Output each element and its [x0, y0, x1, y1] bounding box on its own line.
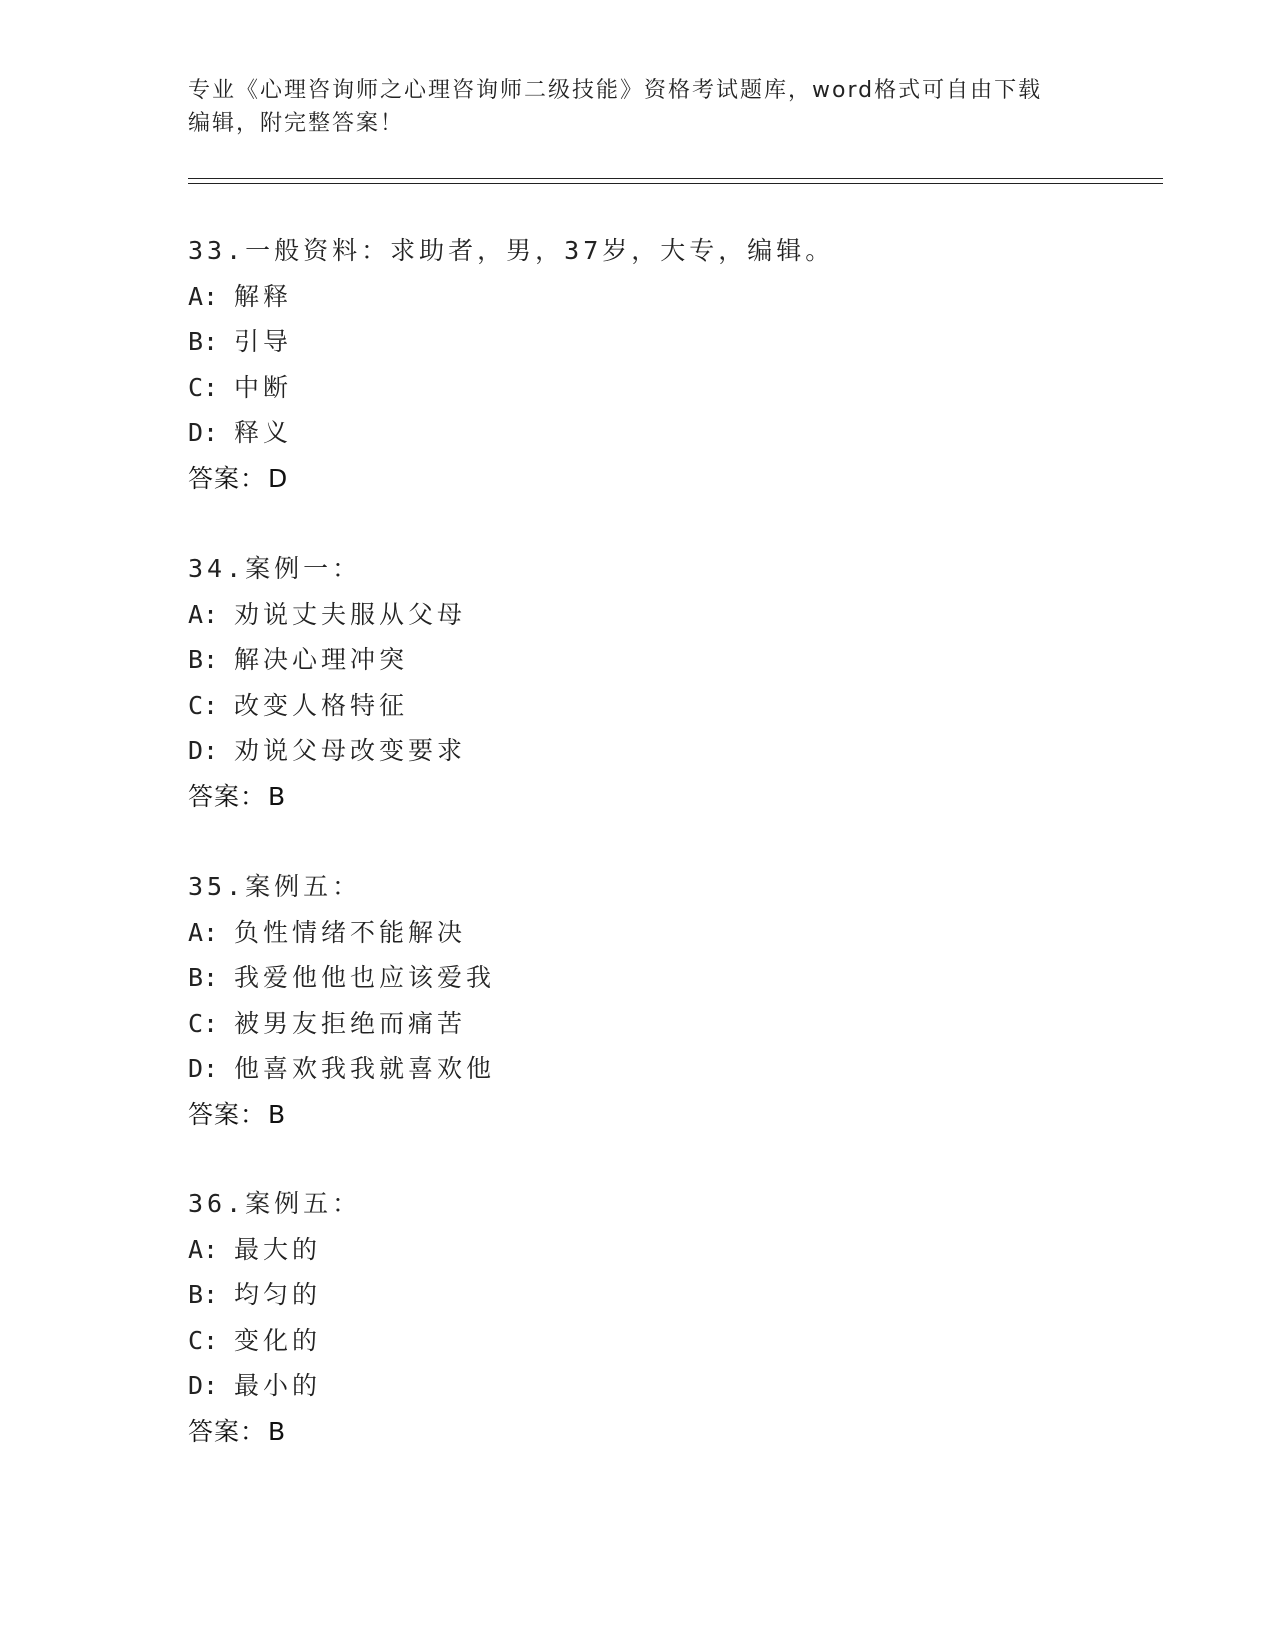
option-letter: B:	[188, 1280, 219, 1309]
option-text: 劝说丈夫服从父母	[234, 599, 467, 629]
answer-label: 答案：	[188, 1099, 267, 1129]
option-letter: A:	[188, 281, 219, 311]
option-letter: B:	[188, 327, 219, 356]
option-letter: A:	[188, 917, 219, 947]
option-text: 释义	[234, 418, 293, 447]
option-d	[188, 1046, 1088, 1092]
option-a	[188, 274, 1088, 320]
option-letter: D:	[188, 1054, 219, 1083]
option-c	[188, 1001, 1088, 1047]
answer-line	[188, 1409, 1088, 1455]
option-b	[188, 637, 1088, 683]
option-letter: A:	[188, 599, 219, 629]
option-letter: B:	[188, 963, 219, 992]
answer-label: 答案：	[188, 781, 267, 811]
option-text: 解决心理冲突	[234, 645, 409, 674]
option-letter: D:	[188, 1371, 219, 1400]
option-text: 改变人格特征	[234, 690, 409, 720]
option-c	[188, 365, 1088, 411]
header-line-1: 专业《心理咨询师之心理咨询师二级技能》资格考试题库，word格式可自由下载	[188, 78, 1043, 103]
option-letter: D:	[188, 418, 219, 447]
option-letter: C:	[188, 372, 219, 402]
question-36	[188, 1181, 1088, 1455]
header-divider-bottom	[188, 183, 1163, 184]
option-letter: D:	[188, 736, 219, 765]
option-b	[188, 955, 1088, 1001]
question-34	[188, 546, 1088, 820]
option-text: 中断	[234, 372, 293, 402]
option-text: 解释	[234, 281, 293, 311]
answer-value: D	[268, 463, 289, 493]
answer-line	[188, 1092, 1088, 1138]
option-a	[188, 1227, 1088, 1273]
header-line-2: 编辑，附完整答案！	[188, 111, 405, 136]
option-text: 变化的	[234, 1325, 322, 1355]
option-text: 他喜欢我我就喜欢他	[234, 1054, 496, 1083]
answer-value: B	[268, 1099, 287, 1129]
option-a	[188, 910, 1088, 956]
option-b	[188, 319, 1088, 365]
header-divider-top	[188, 178, 1163, 179]
option-letter: C:	[188, 690, 219, 720]
option-letter: C:	[188, 1325, 219, 1355]
answer-value: B	[268, 1416, 287, 1446]
question-stem: 34.案例一：	[188, 554, 362, 583]
option-text: 均匀的	[234, 1280, 322, 1309]
answer-value: B	[268, 781, 287, 811]
question-stem: 33.一般资料：求助者，男，37岁，大专，编辑。	[188, 236, 835, 265]
question-33	[188, 228, 1088, 502]
option-text: 被男友拒绝而痛苦	[234, 1008, 467, 1038]
option-text: 负性情绪不能解决	[234, 917, 467, 947]
option-d	[188, 410, 1088, 456]
option-letter: C:	[188, 1008, 219, 1038]
document-header	[188, 74, 1088, 140]
option-text: 我爱他他也应该爱我	[234, 963, 496, 992]
question-35	[188, 864, 1088, 1138]
question-stem: 36.案例五：	[188, 1189, 362, 1218]
option-letter: A:	[188, 1234, 219, 1264]
option-b	[188, 1272, 1088, 1318]
answer-label: 答案：	[188, 1416, 267, 1446]
answer-line	[188, 456, 1088, 502]
option-text: 劝说父母改变要求	[234, 736, 467, 765]
option-letter: B:	[188, 645, 219, 674]
answer-label: 答案：	[188, 463, 267, 493]
answer-line	[188, 774, 1088, 820]
option-d	[188, 1363, 1088, 1409]
option-c	[188, 683, 1088, 729]
option-d	[188, 728, 1088, 774]
question-stem: 35.案例五：	[188, 872, 362, 901]
option-text: 最大的	[234, 1234, 322, 1264]
option-text: 最小的	[234, 1371, 322, 1400]
option-a	[188, 592, 1088, 638]
option-text: 引导	[234, 327, 293, 356]
option-c	[188, 1318, 1088, 1364]
